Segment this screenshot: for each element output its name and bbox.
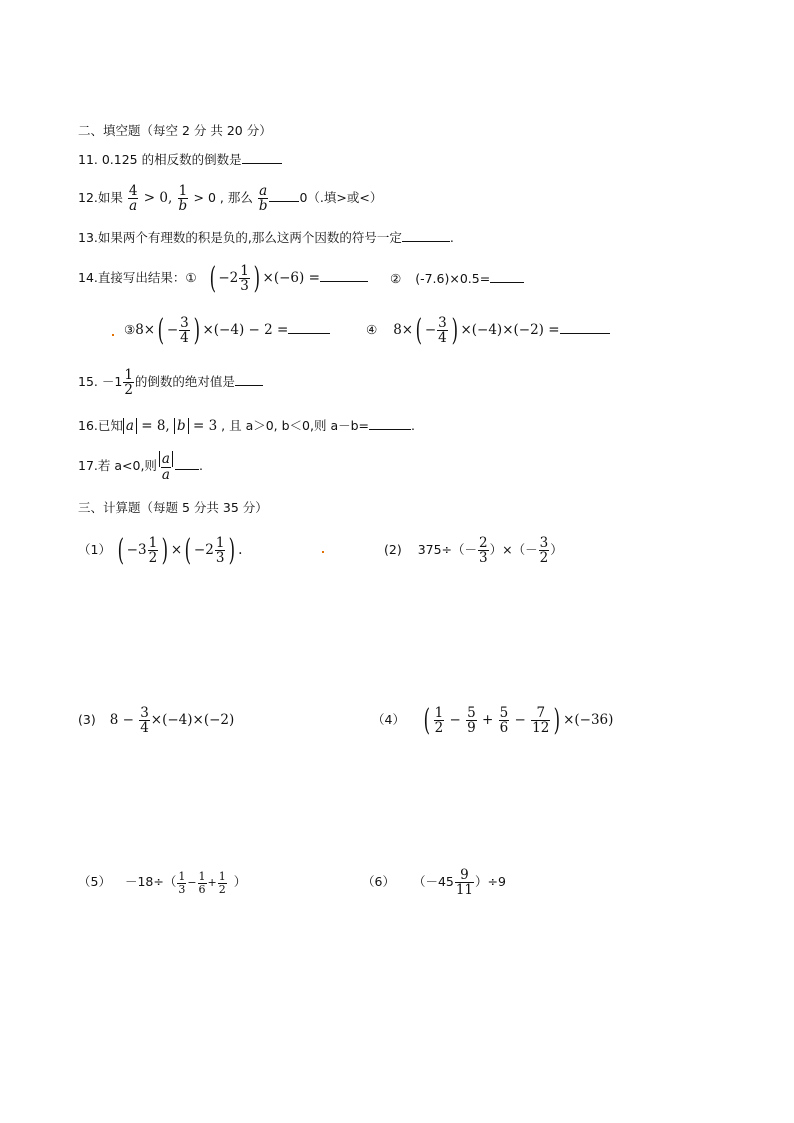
- p6-expr-end: ）÷9: [475, 874, 506, 889]
- question-14-part4: ④ 8×( − $\frac{3}{4}$ ) ×(−4)×(−2) =: [366, 310, 610, 350]
- q14-marker-3: ③: [124, 322, 136, 337]
- p2-expr-b: ）×（－: [489, 542, 538, 557]
- q16-prefix: 16.已知: [78, 418, 123, 433]
- question-11: [78, 151, 282, 168]
- q17-answer-blank[interactable]: [175, 457, 199, 470]
- problem-4: （4） ( $\frac{1}{2}$ − $\frac{5}{9}$ + $\frac{5}{6}$ − $\frac{7}{12}$ ) ×(−36): [372, 702, 614, 738]
- q14-answer-4-blank[interactable]: [560, 321, 610, 334]
- q14-marker-1: ①: [185, 270, 197, 285]
- question-17: 17.若 a<0,则 $\frac{a}{a}$ .: [78, 450, 203, 483]
- q14-marker-2: ②: [390, 271, 402, 286]
- q14-answer-3-blank[interactable]: [288, 321, 330, 334]
- q17-end: .: [198, 458, 203, 473]
- q14-part2-expr: (-7.6)×0.5=: [415, 271, 491, 286]
- p4-label: （4）: [372, 712, 405, 727]
- section2-title: 二、填空题（每空 2 分 共 20 分）: [78, 123, 272, 138]
- q14-answer-1-blank[interactable]: [320, 269, 368, 282]
- p2-expr-a: 375÷（－: [417, 542, 478, 557]
- q15-suffix: 的倒数的绝对值是: [134, 374, 235, 389]
- q16-answer-blank[interactable]: [369, 417, 411, 430]
- q17-prefix: 17.若 a<0,则: [78, 458, 157, 473]
- q12-answer-blank[interactable]: [269, 189, 299, 202]
- p5-label: （5）: [78, 874, 111, 889]
- question-16: 16.已知 a = 8, b = 3 , 且 a＞0, b＜0,则 a－b= .: [78, 418, 416, 434]
- q14-answer-2-blank[interactable]: [490, 270, 524, 283]
- p5-expr-a: －18÷（: [124, 874, 177, 889]
- p6-expr-a: （－45: [412, 874, 454, 889]
- q13-answer-blank[interactable]: [402, 229, 450, 242]
- q16-end: .: [411, 418, 416, 433]
- question-14-part2: [390, 270, 524, 286]
- q11-text: 11. 0.125 的相反数的倒数是: [78, 152, 242, 167]
- problem-5: （5） －18÷（ $\frac{1}{3}$ − $\frac{1}{6}$ + $\frac{1}{2}$ ）: [78, 869, 247, 896]
- stray-mark: [112, 334, 114, 336]
- q12-prefix: 12.如果: [78, 190, 123, 205]
- problem-2: (2) 375÷（－ $\frac{2}{3}$ ）×（－ $\frac{3}{2}$ ）: [384, 534, 563, 566]
- question-14-row1: 14.直接写出结果：① ( −2 $\frac{1}{3}$ ) ×(−6) =: [78, 258, 368, 298]
- question-13: [78, 229, 454, 246]
- q12-gt0b: > 0 , 那么: [193, 190, 253, 205]
- q14-marker-4: ④: [366, 322, 378, 337]
- q16-mid: , 且 a＞0, b＜0,则 a－b=: [217, 418, 370, 433]
- problem-1: （1） ( −3 $\frac{1}{2}$ ) ×( −2 $\frac{1}{3}$ ) .: [78, 532, 243, 568]
- p2-expr-c: ）: [550, 542, 563, 557]
- p3-label: (3): [78, 712, 96, 727]
- question-15: 15. －1 $\frac{1}{2}$ 的倒数的绝对值是: [78, 364, 263, 400]
- q13-text: 13.如果两个有理数的积是负的,那么这两个因数的符号一定: [78, 230, 402, 245]
- p2-label: (2): [384, 542, 402, 557]
- q13-end: .: [449, 230, 454, 245]
- q15-prefix: 15. －1: [78, 374, 123, 389]
- question-12: 12.如果 $\frac{4}{a}$ > 0, $\frac{1}{b}$ > 0 , 那么 $\frac{a}{b}$ 0（.填>或<）: [78, 182, 383, 214]
- stray-mark: [322, 551, 324, 553]
- problem-3: (3) 8 − $\frac{3}{4}$ ×(−4)×(−2): [78, 704, 235, 736]
- question-14-part3: ③8×( − $\frac{3}{4}$ ) ×(−4) − 2 =: [124, 310, 330, 350]
- q15-answer-blank[interactable]: [235, 373, 263, 386]
- p1-label: （1）: [78, 542, 111, 557]
- q12-after: 0（.填>或<）: [299, 190, 383, 205]
- p6-label: （6）: [362, 874, 395, 889]
- section3-title: 三、计算题（每题 5 分共 35 分）: [78, 500, 268, 515]
- q12-gt0a: > 0,: [139, 190, 173, 206]
- p5-expr-end: ）: [233, 874, 247, 889]
- q14-label: 14.直接写出结果：: [78, 270, 186, 285]
- q11-answer-blank[interactable]: [242, 151, 282, 164]
- problem-6: （6） （－45 $\frac{9}{11}$ ）÷9: [362, 866, 506, 898]
